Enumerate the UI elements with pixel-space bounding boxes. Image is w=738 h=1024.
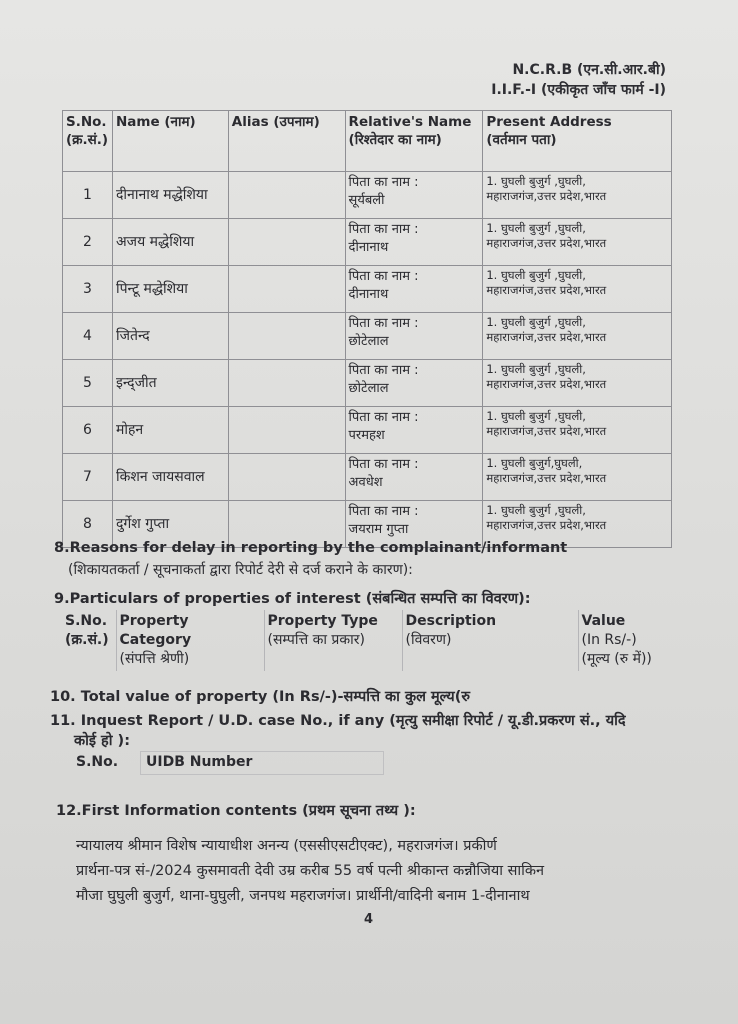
cell-name: दुर्गेश गुप्ता bbox=[112, 501, 228, 548]
section-12-title: 12.First Information contents (प्रथम सूचना तथ्य ): bbox=[56, 803, 416, 819]
cell-alias bbox=[228, 266, 345, 313]
col-name: Name (नाम) bbox=[112, 111, 228, 172]
property-table-header bbox=[62, 610, 692, 671]
col-description: Description (विवरण) bbox=[402, 610, 578, 671]
accused-table bbox=[62, 110, 672, 548]
cell-relative: पिता का नाम : अवधेश bbox=[345, 454, 483, 501]
page-number: 4 bbox=[364, 912, 374, 927]
table-row bbox=[63, 360, 672, 407]
cell-relative: पिता का नाम : जयराम गुप्ता bbox=[345, 501, 483, 548]
cell-address: 1. घुघली बुजुर्ग,घुघली, महाराजगंज,उत्तर प्रदेश,भारत bbox=[483, 454, 672, 501]
cell-name: अजय मद्धेशिया bbox=[112, 219, 228, 266]
cell-address: 1. घुघली बुजुर्ग ,घुघली, महाराजगंज,उत्तर प्रदेश,भारत bbox=[483, 501, 672, 548]
property-table bbox=[62, 610, 692, 671]
cell-name: दीनानाथ मद्धेशिया bbox=[112, 172, 228, 219]
text-line: मौजा घुघुली बुजुर्ग, थाना-घुघुली, जनपथ महराजगंज। प्रार्थीनी/वादिनी बनाम 1-दीनानाथ bbox=[76, 888, 530, 904]
cell-sno: 2 bbox=[63, 219, 113, 266]
section-11-title-cont: कोई हो ): bbox=[74, 733, 130, 749]
section-10-title: 10. Total value of property (In Rs/-)-सम्पत्ति का कुल मूल्य(रु bbox=[50, 689, 471, 705]
cell-relative: पिता का नाम : दीनानाथ bbox=[345, 219, 483, 266]
section-8-title: 8.Reasons for delay in reporting by the complainant/informant bbox=[54, 540, 568, 556]
accused-table-header bbox=[63, 111, 672, 172]
cell-address: 1. घुघली बुजुर्ग ,घुघली, महाराजगंज,उत्तर प्रदेश,भारत bbox=[483, 313, 672, 360]
iif-form-header: I.I.F.-I (एकीकृत जाँच फार्म -I) bbox=[491, 82, 666, 98]
cell-address: 1. घुघली बुजुर्ग ,घुघली, महाराजगंज,उत्तर प्रदेश,भारत bbox=[483, 219, 672, 266]
cell-sno: 3 bbox=[63, 266, 113, 313]
col-uidb-number: UIDB Number bbox=[146, 754, 253, 770]
cell-relative: पिता का नाम : छोटेलाल bbox=[345, 360, 483, 407]
cell-sno: 7 bbox=[63, 454, 113, 501]
first-information-text bbox=[76, 834, 676, 909]
col-value: Value (In Rs/-) (मूल्य (रु में)) bbox=[581, 613, 652, 667]
cell-relative: पिता का नाम : दीनानाथ bbox=[345, 266, 483, 313]
cell-name: मोहन bbox=[112, 407, 228, 454]
cell-relative: पिता का नाम : सूर्यबली bbox=[345, 172, 483, 219]
table-row bbox=[63, 407, 672, 454]
cell-alias bbox=[228, 219, 345, 266]
cell-name: इन्द्जीत bbox=[112, 360, 228, 407]
section-9-title: 9.Particulars of properties of interest (संबन्धित सम्पत्ति का विवरण): bbox=[54, 591, 531, 607]
col-relative: Relative's Name (रिश्तेदार का नाम) bbox=[345, 111, 483, 172]
table-row bbox=[63, 266, 672, 313]
cell-relative: पिता का नाम : परमहश bbox=[345, 407, 483, 454]
col-alias: Alias (उपनाम) bbox=[228, 111, 345, 172]
cell-address: 1. घुघली बुजुर्ग ,घुघली, महाराजगंज,उत्तर प्रदेश,भारत bbox=[483, 172, 672, 219]
cell-alias bbox=[228, 172, 345, 219]
cell-address: 1. घुघली बुजुर्ग ,घुघली, महाराजगंज,उत्तर प्रदेश,भारत bbox=[483, 360, 672, 407]
section-11-title: 11. Inquest Report / U.D. case No., if any (मृत्यु समीक्षा रिपोर्ट / यू.डी.प्रकरण सं., यदि bbox=[50, 713, 626, 729]
table-row bbox=[63, 219, 672, 266]
col-address: Present Address (वर्तमान पता) bbox=[483, 111, 672, 172]
cell-address: 1. घुघली बुजुर्ग ,घुघली, महाराजगंज,उत्तर प्रदेश,भारत bbox=[483, 407, 672, 454]
table-row bbox=[63, 172, 672, 219]
cell-name: पिन्टू मद्धेशिया bbox=[112, 266, 228, 313]
cell-sno: 5 bbox=[63, 360, 113, 407]
col-property-type: Property Type (सम्पत्ति का प्रकार) bbox=[264, 610, 402, 671]
cell-alias bbox=[228, 454, 345, 501]
cell-sno: 8 bbox=[63, 501, 113, 548]
text-line: न्यायालय श्रीमान विशेष न्यायाधीश अनन्य (एससीएसटीएक्ट), महराजगंज। प्रकीर्ण bbox=[76, 838, 497, 854]
cell-name: किशन जायसवाल bbox=[112, 454, 228, 501]
ncrb-header: N.C.R.B (एन.सी.आर.बी) bbox=[512, 62, 666, 78]
uidb-cell-border bbox=[140, 751, 384, 775]
table-row bbox=[63, 313, 672, 360]
cell-address: 1. घुघली बुजुर्ग ,घुघली, महाराजगंज,उत्तर प्रदेश,भारत bbox=[483, 266, 672, 313]
cell-sno: 4 bbox=[63, 313, 113, 360]
cell-alias bbox=[228, 407, 345, 454]
col-sno: S.No. (क्र.सं.) bbox=[62, 610, 116, 671]
cell-relative: पिता का नाम : छोटेलाल bbox=[345, 313, 483, 360]
inquest-table-header bbox=[76, 754, 252, 770]
col-sno: S.No. bbox=[76, 754, 119, 770]
cell-sno: 1 bbox=[63, 172, 113, 219]
cell-sno: 6 bbox=[63, 407, 113, 454]
text-line: प्रार्थना-पत्र सं-/2024 कुसमावती देवी उम्र करीब 55 वर्ष पत्नी श्रीकान्त कन्नौजिया साकिन bbox=[76, 863, 545, 879]
cell-name: जितेन्द bbox=[112, 313, 228, 360]
col-sno: S.No. (क्र.सं.) bbox=[63, 111, 113, 172]
cell-alias bbox=[228, 313, 345, 360]
section-8-subtitle: (शिकायतकर्ता / सूचनाकर्ता द्वारा रिपोर्ट देरी से दर्ज कराने के कारण): bbox=[68, 562, 413, 578]
table-row bbox=[63, 454, 672, 501]
col-property-category: Property Category (संपत्ति श्रेणी) bbox=[116, 610, 264, 671]
cell-alias bbox=[228, 360, 345, 407]
